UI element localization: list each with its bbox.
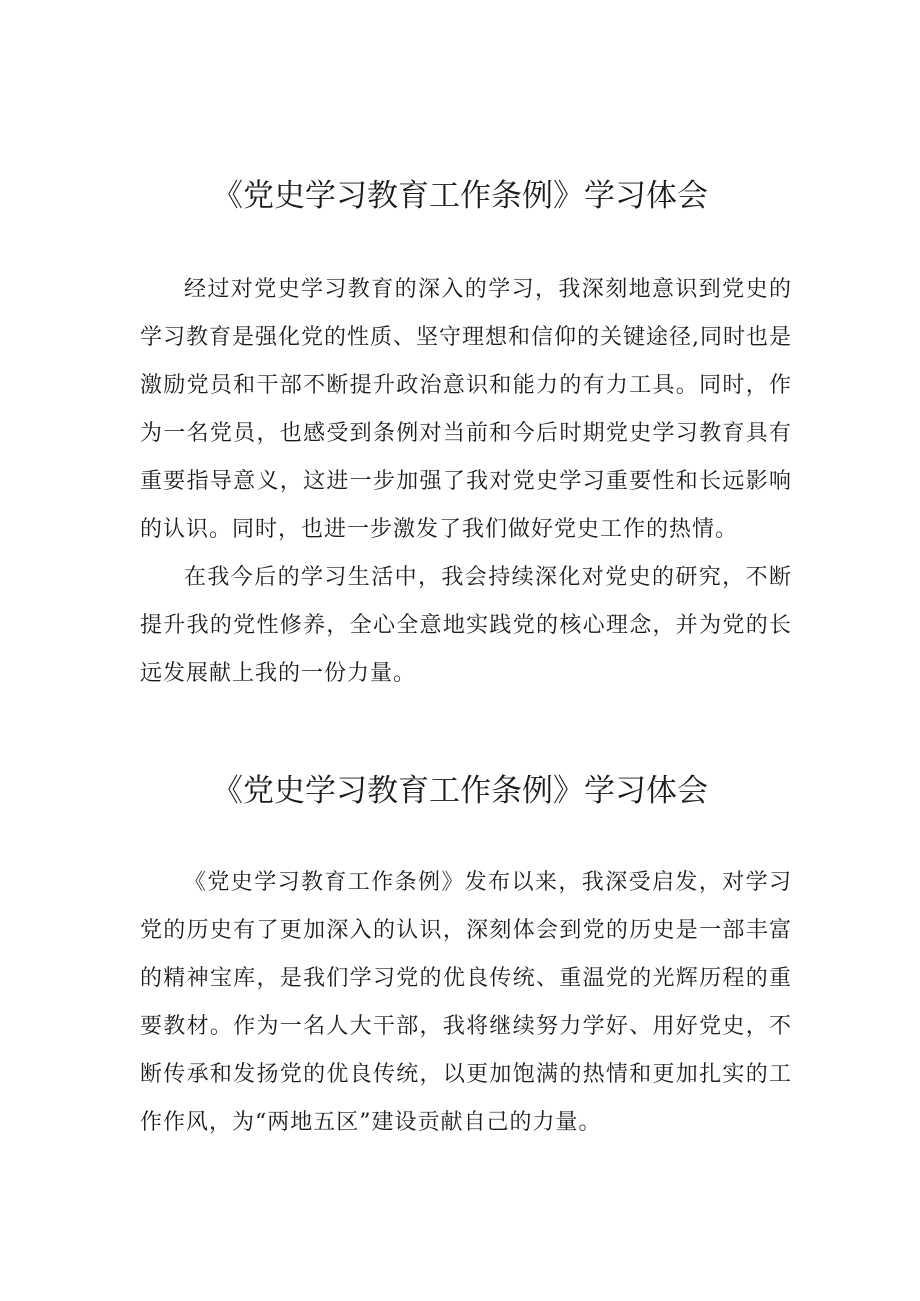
section-1-title: 《党史学习教育工作条例》学习体会 (212, 178, 708, 214)
section-2-paragraph-1: 《党史学习教育工作条例》发布以来，我深受启发，对学习党的历史有了更加深入的认识，深刻体会到党的历史是一部丰富的精神宝库，是我们学习党的优良传统、重温党的光辉历程的重要教材。作为一名人大干部，我将继续努力学好、用好党史，不断传承和发扬党的优良传统，以更加饱满的热情和更加扎实的工作作风，为“两地五区”建设贡献自己的力量。 (140, 870, 792, 1135)
section-1-body (140, 266, 792, 698)
section-2-body (140, 859, 792, 1147)
section-1-paragraph-1: 经过对党史学习教育的深入的学习，我深刻地意识到党史的学习教育是强化党的性质、坚守理想和信仰的关键途径,同时也是激励党员和干部不断提升政治意识和能力的有力工具。同时，作为一名党员，也感受到条例对当前和今后时期党史学习教育具有重要指导意义，这进一步加强了我对党史学习重要性和长远影响的认识。同时，也进一步激发了我们做好党史工作的热情。 (140, 277, 792, 542)
section-1-paragraph-2: 在我今后的学习生活中，我会持续深化对党史的研究，不断提升我的党性修养，全心全意地实践党的核心理念，并为党的长远发展献上我的一份力量。 (140, 565, 792, 686)
section-2-title: 《党史学习教育工作条例》学习体会 (212, 773, 708, 809)
